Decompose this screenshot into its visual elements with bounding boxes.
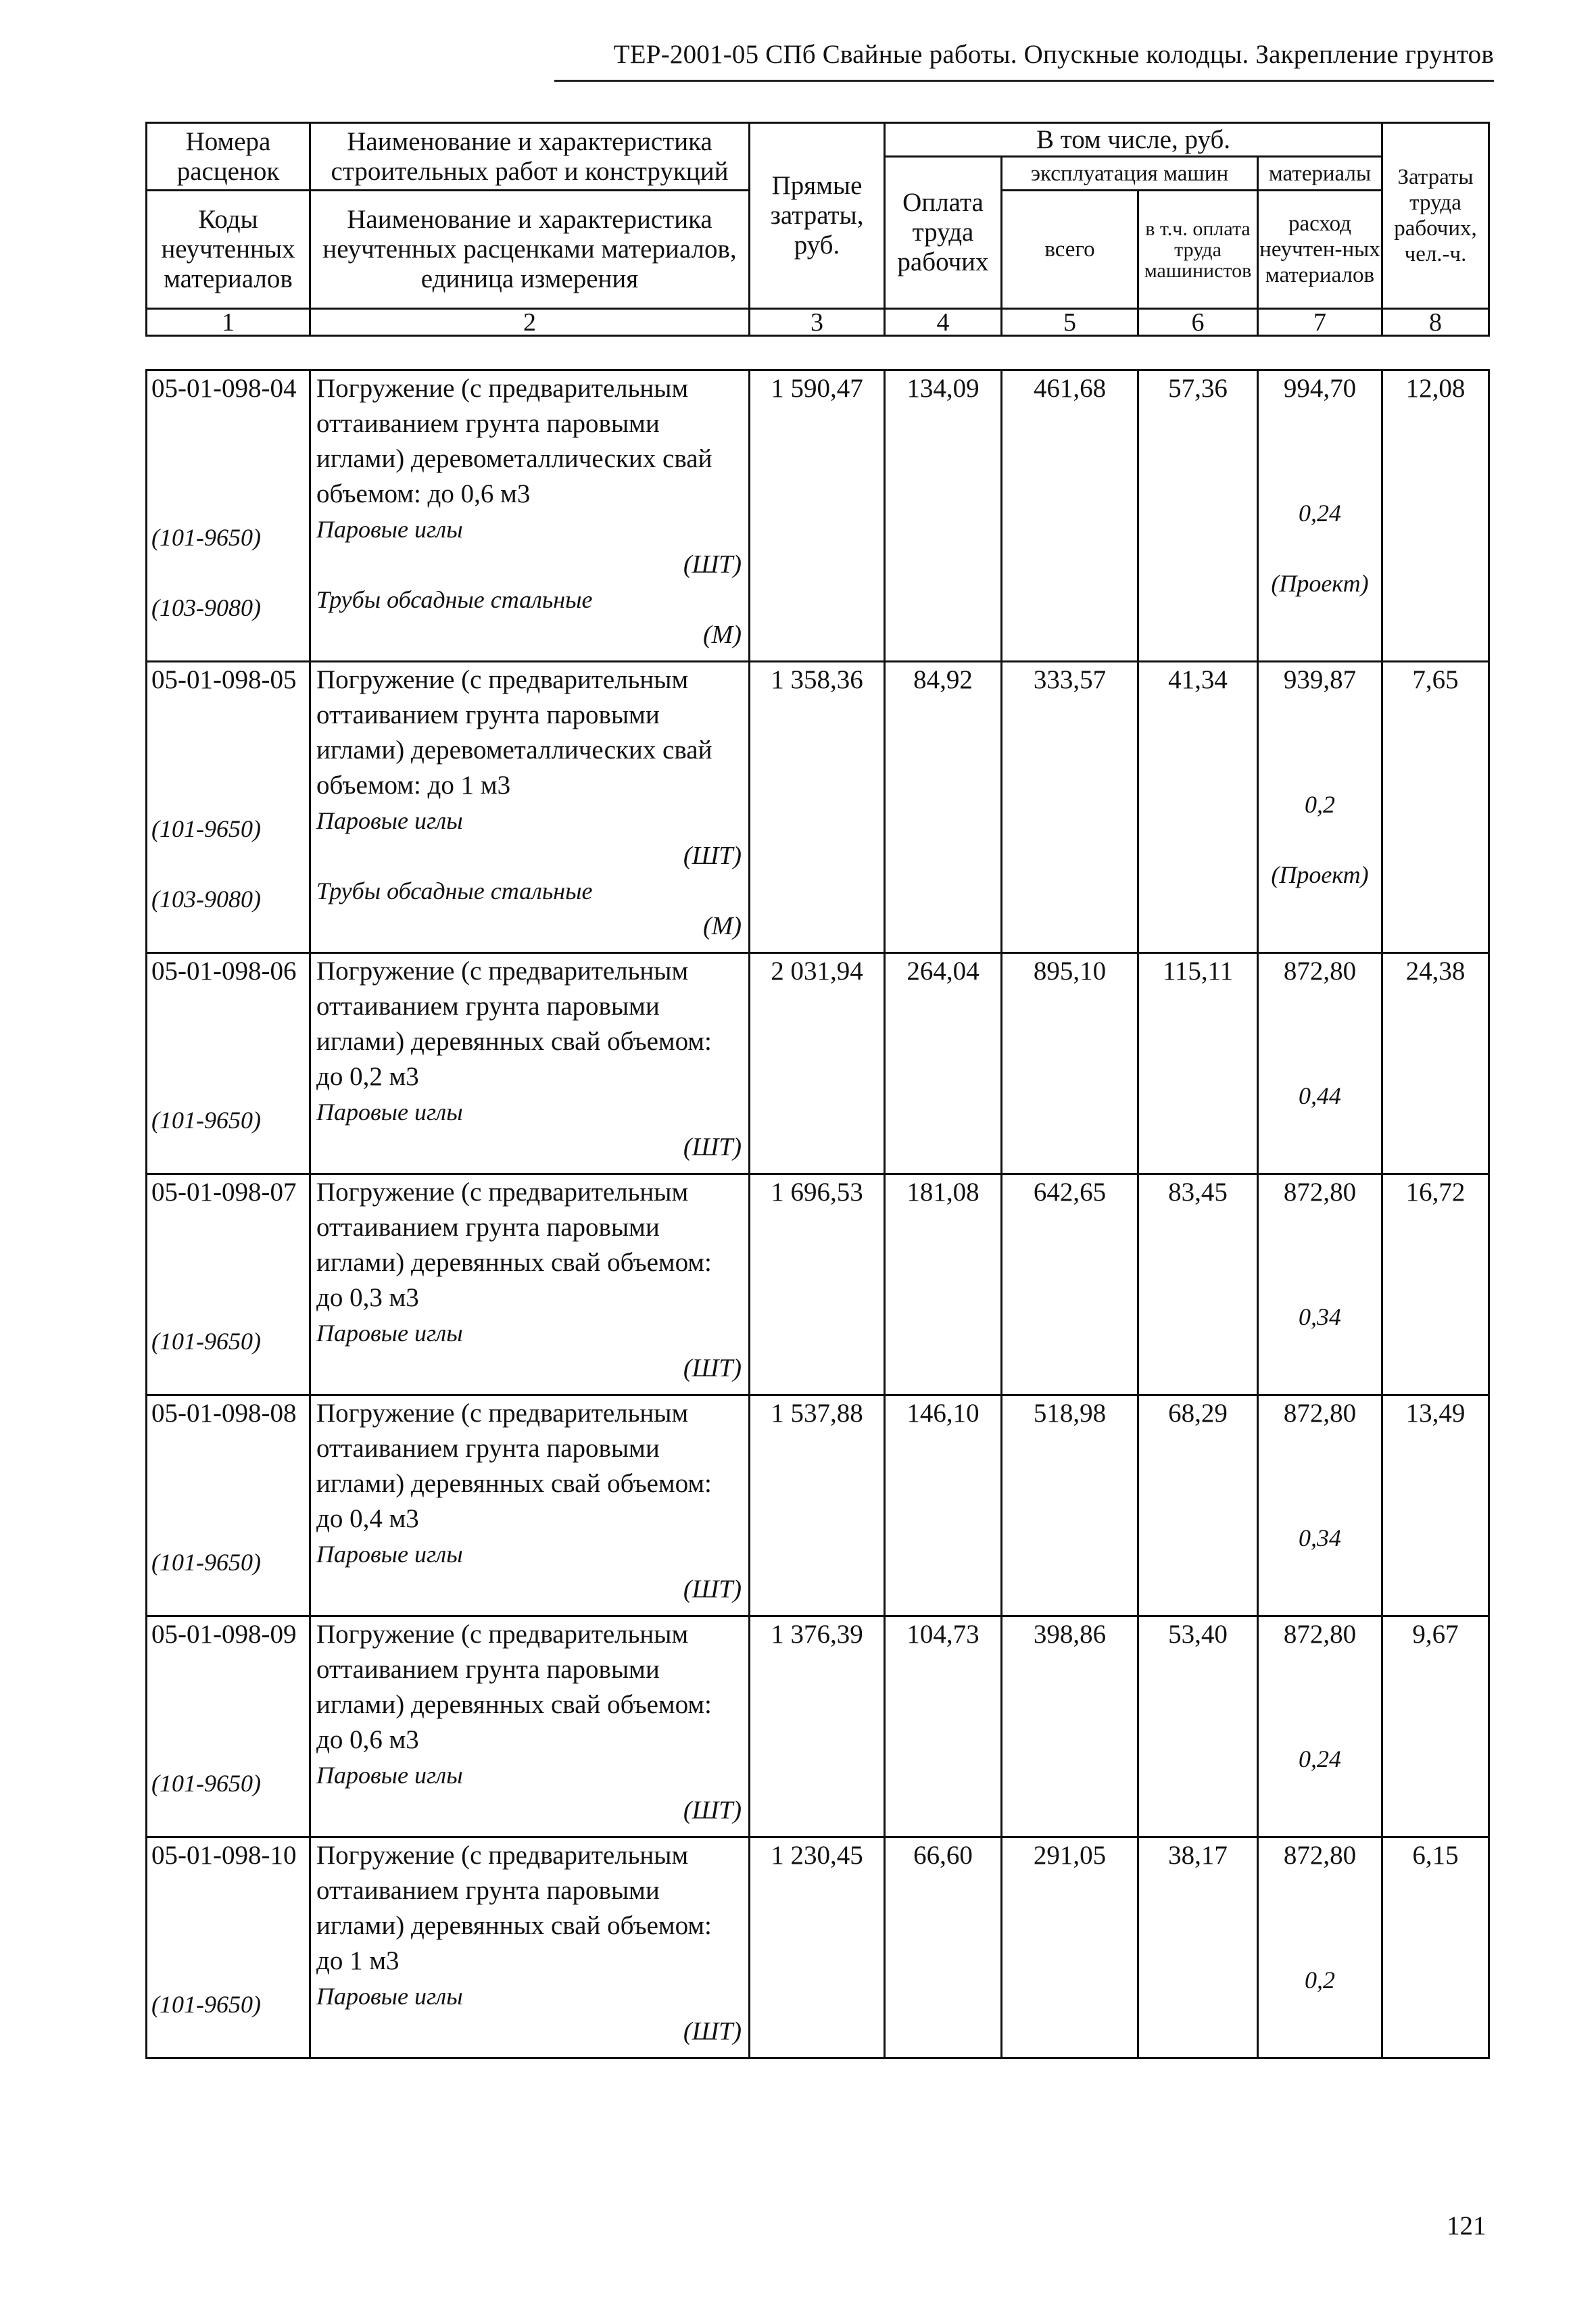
rate-code: 05-01-098-08 [151,1399,297,1428]
materials-value: 872,80 [1283,1399,1357,1428]
labor-cost-cell [885,662,1002,953]
machinists-cell [1138,1174,1258,1395]
col-number: 1 [147,309,310,336]
labor-hours-cell [1382,662,1489,953]
material-name: Трубы обсадные стальные [316,877,593,904]
labor-hours-cell [1382,1837,1489,2058]
labor-cost: 264,04 [906,957,980,986]
material-name: Паровые иглы [316,1762,463,1789]
material-quantity: (Проект) [1271,861,1369,888]
col2-top-header: Наименование и характеристика строительных работ и конструкций [310,123,750,191]
material-name: Паровые иглы [316,1541,463,1568]
direct-cost-cell [750,1174,885,1395]
rate-description: Погружение (с предварительным оттаиванием грунта паровыми иглами) деревометаллических свай объемом: до 1 м3 [316,665,712,800]
labor-cost: 84,92 [913,665,973,694]
machinists-cell [1138,1616,1258,1837]
labor-hours-cell [1382,370,1489,662]
labor-cost: 66,60 [913,1841,973,1870]
labor-hours: 7,65 [1412,665,1459,694]
labor-cost: 134,09 [906,374,980,403]
machines-total: 398,86 [1033,1620,1107,1649]
col-number: 5 [1002,309,1138,336]
labor-cost-cell [885,953,1002,1174]
machinists-cell [1138,370,1258,662]
machines-total: 333,57 [1033,665,1107,694]
material-code: (101-9650) [151,815,261,842]
material-code: (101-9650) [151,1328,261,1355]
direct-cost: 1 537,88 [771,1399,863,1428]
table-header [145,122,1490,337]
description-cell [310,1395,750,1616]
machines-total: 895,10 [1033,957,1107,986]
direct-cost: 1 358,36 [771,665,863,694]
machinists-pay: 68,29 [1168,1399,1228,1428]
material-name: Паровые иглы [316,1983,463,2010]
col-number: 4 [885,309,1002,336]
table-row [147,1837,1489,2058]
direct-cost-cell [750,1837,885,2058]
material-unit: (ШТ) [683,1133,742,1161]
materials-cell [1258,1174,1382,1395]
material-unit: (ШТ) [683,550,742,579]
code-cell [147,1395,310,1616]
rate-description: Погружение (с предварительным оттаиванием грунта паровыми иглами) деревянных свай объемом: до 1 м3 [316,1841,712,1975]
col1-bottom-header: Коды неучтенных материалов [147,191,310,309]
rates-table [145,369,1490,2059]
machines-total: 291,05 [1033,1841,1107,1870]
rate-code: 05-01-098-05 [151,665,297,694]
labor-cost: 104,73 [906,1620,980,1649]
code-cell [147,370,310,662]
direct-cost-cell [750,1395,885,1616]
col2-bottom-header: Наименование и характеристика неучтенных расценками материалов, единица измерения [310,191,750,309]
materials-group-header: материалы [1258,157,1382,191]
material-unit: (М) [703,912,742,940]
table-row [147,1395,1489,1616]
rate-code: 05-01-098-10 [151,1841,297,1870]
machines-total: 518,98 [1033,1399,1107,1428]
material-quantity: 0,2 [1305,1967,1335,1994]
materials-value: 872,80 [1283,1841,1357,1870]
material-name: Трубы обсадные стальные [316,586,593,613]
col-number: 6 [1138,309,1258,336]
material-name: Паровые иглы [316,1099,463,1126]
rate-description: Погружение (с предварительным оттаиванием грунта паровыми иглами) деревянных свай объемом: до 0,4 м3 [316,1399,712,1533]
direct-cost-cell [750,1616,885,1837]
col5-header: всего [1002,191,1138,309]
direct-cost: 1 376,39 [771,1620,863,1649]
material-code: (101-9650) [151,1991,261,2018]
machinists-pay: 53,40 [1168,1620,1228,1649]
direct-cost: 1 230,45 [771,1841,863,1870]
table-row [147,662,1489,953]
col8-header: Затраты труда рабочих, чел.-ч. [1382,123,1489,309]
material-unit: (М) [703,621,742,649]
code-cell [147,662,310,953]
col-number: 3 [750,309,885,336]
material-name: Паровые иглы [316,807,463,834]
page-number: 121 [1447,2211,1486,2240]
material-unit: (ШТ) [683,1796,742,1825]
code-cell [147,1174,310,1395]
machines-total-cell [1002,1837,1138,2058]
materials-cell [1258,370,1382,662]
machines-total: 642,65 [1033,1178,1107,1207]
machinists-cell [1138,953,1258,1174]
material-code: (103-9080) [151,594,261,621]
col-number: 8 [1382,309,1489,336]
direct-cost-cell [750,370,885,662]
labor-cost-cell [885,370,1002,662]
machinists-cell [1138,662,1258,953]
table-row [147,953,1489,1174]
materials-cell [1258,1837,1382,2058]
labor-cost-cell [885,1837,1002,2058]
material-unit: (ШТ) [683,2017,742,2046]
machines-total-cell [1002,1395,1138,1616]
material-quantity: 0,34 [1299,1524,1341,1551]
rate-description: Погружение (с предварительным оттаиванием грунта паровыми иглами) деревянных свай объемом: до 0,6 м3 [316,1620,712,1754]
col1-top-header: Номера расценок [147,123,310,191]
machines-total-cell [1002,1616,1138,1837]
rate-code: 05-01-098-07 [151,1178,297,1207]
col7-header: расход неучтен-ных материалов [1258,191,1382,309]
machinists-pay: 38,17 [1168,1841,1228,1870]
machinists-cell [1138,1395,1258,1616]
labor-hours-cell [1382,1174,1489,1395]
description-cell [310,1174,750,1395]
page-header: ТЕР-2001-05 СПб Свайные работы. Опускные колодцы. Закрепление грунтов [613,40,1494,69]
material-unit: (ШТ) [683,1354,742,1382]
materials-cell [1258,662,1382,953]
materials-value: 994,70 [1283,374,1357,403]
material-quantity: (Проект) [1271,570,1369,597]
labor-cost: 181,08 [906,1178,980,1207]
labor-hours-cell [1382,953,1489,1174]
material-unit: (ШТ) [683,1575,742,1603]
group-title-header: В том числе, руб. [885,123,1382,157]
material-unit: (ШТ) [683,842,742,870]
rate-description: Погружение (с предварительным оттаиванием грунта паровыми иглами) деревянных свай объемом: до 0,2 м3 [316,957,712,1091]
material-code: (101-9650) [151,1107,261,1134]
direct-cost: 2 031,94 [771,957,863,986]
table-row [147,1616,1489,1837]
material-quantity: 0,2 [1305,791,1335,818]
table-row [147,370,1489,662]
labor-hours: 16,72 [1405,1178,1466,1207]
labor-hours: 6,15 [1412,1841,1459,1870]
materials-cell [1258,953,1382,1174]
description-cell [310,1616,750,1837]
labor-hours-cell [1382,1616,1489,1837]
description-cell [310,953,750,1174]
machinists-pay: 115,11 [1162,957,1234,986]
materials-cell [1258,1616,1382,1837]
rate-description: Погружение (с предварительным оттаиванием грунта паровыми иглами) деревянных свай объемом: до 0,3 м3 [316,1178,712,1312]
code-cell [147,1837,310,2058]
direct-cost-cell [750,953,885,1174]
rate-code: 05-01-098-04 [151,374,297,403]
direct-cost-cell [750,662,885,953]
col-number: 7 [1258,309,1382,336]
code-cell [147,953,310,1174]
material-code: (101-9650) [151,1549,261,1576]
labor-cost-cell [885,1174,1002,1395]
col-number: 2 [310,309,750,336]
direct-cost: 1 590,47 [771,374,863,403]
machinists-pay: 41,34 [1168,665,1228,694]
materials-value: 872,80 [1283,957,1357,986]
machines-total-cell [1002,662,1138,953]
machines-total: 461,68 [1033,374,1107,403]
table-row [147,1174,1489,1395]
machines-total-cell [1002,1174,1138,1395]
machinists-pay: 83,45 [1168,1178,1228,1207]
machines-group-header: эксплуатация машин [1002,157,1258,191]
labor-cost-cell [885,1616,1002,1837]
labor-hours: 9,67 [1412,1620,1459,1649]
labor-cost: 146,10 [906,1399,980,1428]
material-quantity: 0,24 [1299,1745,1341,1772]
labor-hours: 12,08 [1405,374,1466,403]
rate-code: 05-01-098-09 [151,1620,297,1649]
labor-cost-cell [885,1395,1002,1616]
material-code: (101-9650) [151,524,261,551]
materials-cell [1258,1395,1382,1616]
material-name: Паровые иглы [316,1320,463,1347]
header-rule [554,80,1494,82]
rate-description: Погружение (с предварительным оттаиванием грунта паровыми иглами) деревометаллических свай объемом: до 0,6 м3 [316,374,712,508]
direct-cost: 1 696,53 [771,1178,863,1207]
materials-value: 939,87 [1283,665,1357,694]
material-quantity: 0,24 [1299,500,1341,527]
col6-header: в т.ч. оплата труда машинистов [1138,191,1258,309]
code-cell [147,1616,310,1837]
rate-code: 05-01-098-06 [151,957,297,986]
labor-hours-cell [1382,1395,1489,1616]
material-code: (103-9080) [151,886,261,913]
material-name: Паровые иглы [316,516,463,543]
material-quantity: 0,34 [1299,1303,1341,1330]
machines-total-cell [1002,953,1138,1174]
materials-value: 872,80 [1283,1178,1357,1207]
description-cell [310,1837,750,2058]
labor-hours: 24,38 [1405,957,1466,986]
description-cell [310,370,750,662]
machinists-pay: 57,36 [1168,374,1228,403]
description-cell [310,662,750,953]
machinists-cell [1138,1837,1258,2058]
materials-value: 872,80 [1283,1620,1357,1649]
col4-header: Оплата труда рабочих [885,157,1002,309]
material-code: (101-9650) [151,1770,261,1797]
machines-total-cell [1002,370,1138,662]
col3-header: Прямые затраты, руб. [750,123,885,309]
material-quantity: 0,44 [1299,1082,1341,1109]
labor-hours: 13,49 [1405,1399,1466,1428]
